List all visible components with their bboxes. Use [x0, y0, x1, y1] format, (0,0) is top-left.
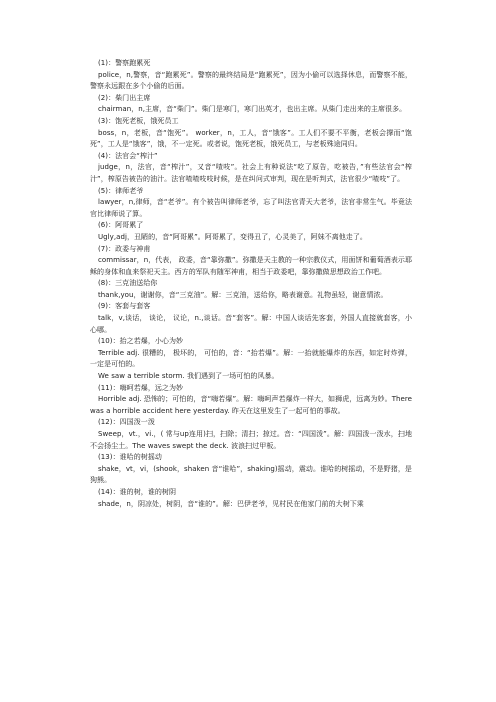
entry-14 — [90, 487, 412, 510]
entry-10 — [90, 336, 412, 371]
entry-text: judge，n，法官，音“榨汁”，又音“喳吱”。社会上有种说法“吃了原告，吃被告，”有些法官会“榨汁”，榨原告被告的油汁。法官喳喳吱吱时候，是在纠问式审判，现在是听判式，法官很少“喳吱”了。 — [90, 163, 412, 183]
entry-text: lawyer，n,律师，音“老爷”。有个被告叫律师老爷，忘了叫法官青天大老爷，法官非常生气。毕竟法官比律师说了算。 — [90, 198, 412, 218]
entry-text: commissar，n，代表， 政委，音“靠弥撒”。弥撒是天主教的一种宗教仪式，用面饼和葡萄酒表示耶稣的身体和血来祭祀天主。西方的军队有随军神甫，相当于政委吧，靠弥撒做思想政治工作吧。 — [90, 256, 412, 276]
entry-3 — [90, 116, 412, 151]
entry-6 — [90, 220, 412, 243]
entry-heading: (4)：法官会“榨汁” — [98, 151, 158, 160]
entry-heading: (9)：客套与套客 — [98, 302, 151, 311]
entry-text: shake，vt，vi，(shook，shaken 音“谁哈”，shaking)摇动，震动。谁哈的树摇动，不是野猪，是狗熊。 — [90, 464, 412, 485]
entry-heading: (6)：阿哥累了 — [98, 221, 144, 230]
entry-heading: (11)：嗨呵若爆，远之为妙 — [98, 383, 184, 392]
entry-11 — [90, 383, 412, 418]
entry-13 — [90, 452, 412, 487]
entry-heading: (13)：谁哈的树摇动 — [98, 453, 162, 462]
entry-heading: (3)：饱死老板，饿死员工 — [98, 116, 179, 125]
entry-heading: (14)：谁的树，谁的树阴 — [98, 487, 177, 496]
entry-heading: (8)：三克油送给你 — [98, 279, 158, 288]
entry-heading: (7)：政委与神甫 — [98, 244, 151, 253]
entry-2 — [90, 93, 412, 116]
entry-text: talk，v,谈话， 谈论， 议论，n.,谈话。音“套客”。解：中国人谈话先客套，外国人直接就套客，小心哪。 — [90, 314, 412, 334]
entry-text: Terrible adj. 很糟的， 极坏的， 可怕的，音：“抬若爆”。解：一抬就能爆炸的东西，如定时炸弹，一定是可怕的。 — [90, 348, 412, 369]
entry-text: Horrible adj. 恐怖的；可怕的，音“嗨若爆”。解：嗨呵声若爆炸一样大，如狮虎，远离为妙。There was a horrible accident here yesterday. 昨天在这里发生了一起可怕的事故。 — [90, 395, 412, 415]
entry-heading: (1)：警察跑累死 — [98, 59, 151, 67]
entry-5 — [90, 186, 412, 221]
entry-text: Ugly,adj，丑陋的，音“阿哥累”。阿哥累了，变得丑了，心灵美了，阿妹不离他走了。 — [98, 232, 367, 241]
entry-7 — [90, 244, 412, 279]
example-text: We saw a terrible storm. 我们遇到了一场可怕的风暴。 — [98, 372, 279, 381]
entry-text: thank,you，谢谢你，音“三克油”。解：三克油，送给你，略表谢意。礼物虽轻，谢意情浓。 — [98, 290, 388, 299]
entry-heading: (12)：四国泼一泼 — [98, 418, 155, 427]
document-body — [90, 58, 412, 510]
entry-8 — [90, 278, 412, 301]
entry-4 — [90, 151, 412, 186]
entry-1 — [90, 58, 412, 93]
entry-12 — [90, 417, 412, 452]
entry-heading: (10)：抬之若爆，小心为妙 — [98, 337, 184, 346]
entry-text: police，n,警察，音“跑累死”。警察的最终结局是“跑累死”，因为小偷可以选择休息，而警察不能，警察永远跟在多个小偷的后面。 — [90, 70, 412, 91]
entry-heading: (5)：律师老爷 — [98, 186, 144, 195]
example-sentence — [90, 371, 412, 383]
entry-text: chairman，n,主席，音“柴门”。柴门是寒门，寒门出英才，也出主席。从柴门走出来的主席很多。 — [98, 105, 407, 114]
entry-9 — [90, 301, 412, 336]
entry-text: boss，n，老板，音“饱死”。 worker，n，工人，音“饿客”。工人们不要不平衡，老板会撑而“饱死”，工人是“饿客”，饿，不一定死。或者说，饱死老板，饿死员工，与老板殊途同归。 — [90, 128, 412, 149]
entry-text: Sweep，vt.，vi.，( 常与up连用)扫，扫除；清扫；掠过。音：“四国泼”。解：四国泼一泼水，扫地不会扬尘土。The waves swept the deck. 波浪扫过甲板。 — [90, 430, 412, 450]
entry-heading: (2)：柴门出主席 — [98, 93, 151, 102]
entry-text: shade，n，阴凉处，树阴，音“谁的”。解：巴伊老爷，见村民在他家门前的大树下乘 — [98, 499, 364, 508]
